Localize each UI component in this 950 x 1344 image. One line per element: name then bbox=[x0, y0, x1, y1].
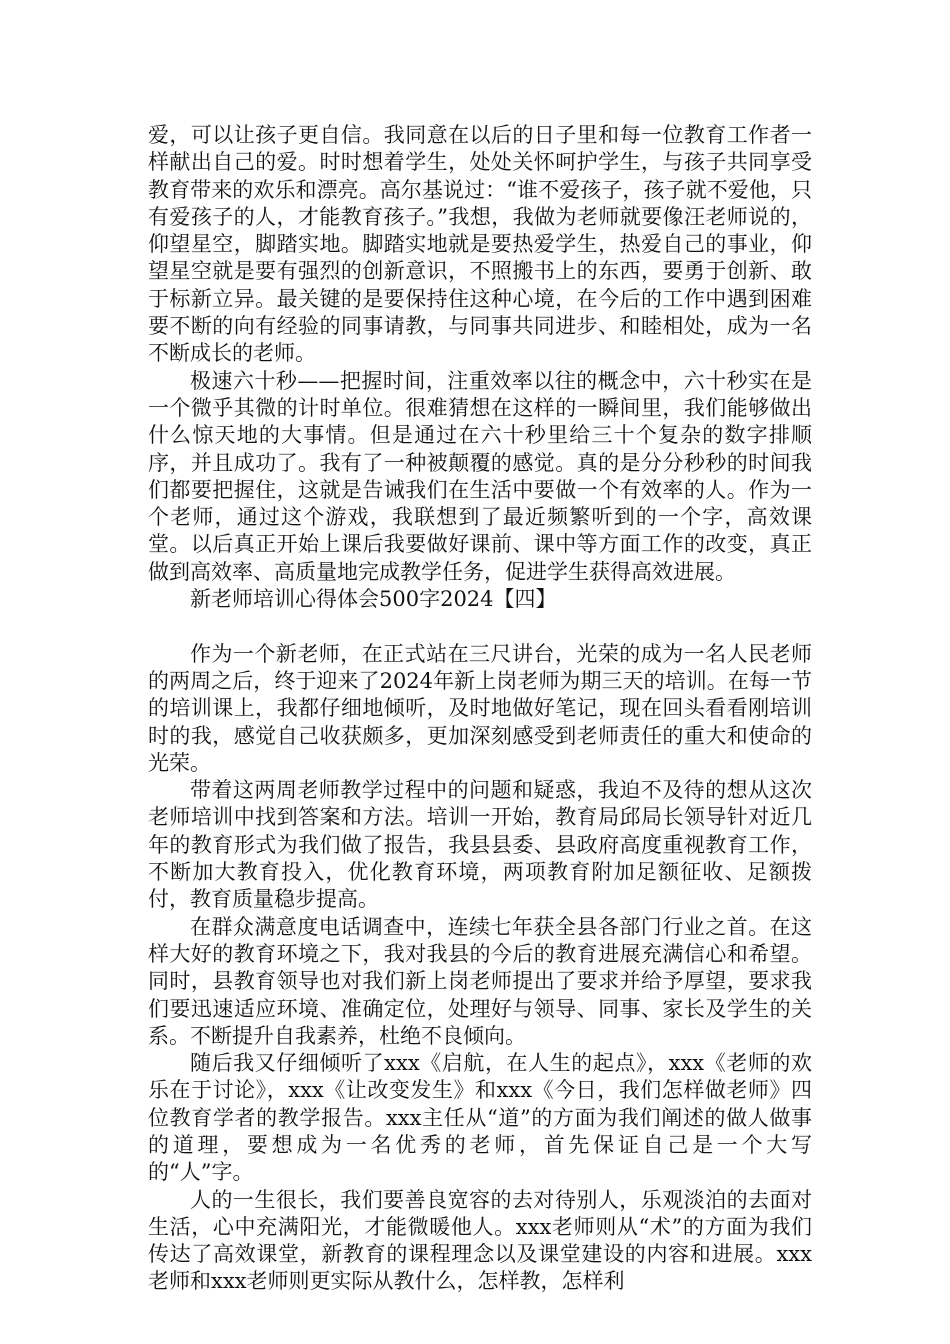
section-heading: 新老师培训心得体会500字2024【四】 bbox=[190, 587, 557, 612]
paragraph-new-teacher: 作为一个新老师，在正式站在三尺讲台，光荣的成为一名人民老师的两周之后，终于迎来了2024年新上岗老师为期三天的培训。在每一节的培训课上，我都仔细地倾听，及时地做好笔记，现在回头看看刚培训时的我，感觉自己收获颇多，更加深刻感受到老师责任的重大和使命的光荣。 bbox=[148, 641, 812, 775]
paragraph-survey: 在群众满意度电话调查中，连续七年获全县各部门行业之首。在这样大好的教育环境之下，我对我县的今后的教育进展充满信心和希望。同时，县教育领导也对我们新上岗老师提出了要求并给予厚望，要求我们要迅速适应环境、准确定位，处理好与领导、同事、家长及学生的关系。不断提升自我素养，杜绝不良倾向。 bbox=[148, 914, 812, 1048]
blank-line bbox=[148, 613, 812, 640]
paragraph-training-start: 带着这两周老师教学过程中的问题和疑惑，我迫不及待的想从这次老师培训中找到答案和方法。培训一开始，教育局邱局长领导针对近几年的教育形式为我们做了报告，我县县委、县政府高度重视教育工作，不断加大教育投入，优化教育环境，两项教育附加足额征收、足额拨付，教育质量稳步提高。 bbox=[148, 778, 812, 912]
paragraph-continued: 爱，可以让孩子更自信。我同意在以后的日子里和每一位教育工作者一样献出自己的爱。时时想着学生，处处关怀呵护学生，与孩子共同享受教育带来的欢乐和漂亮。高尔基说过：“谁不爱孩子，孩子就不爱他，只有爱孩子的人，才能教育孩子。”我想，我做为老师就要像汪老师说的，仰望星空，脚踏实地。脚踏实地就是要热爱学生，热爱自己的事业，仰望星空就是要有强烈的创新意识，不照搬书上的东西，要勇于创新、敢于标新立异。最关键的是要保持住这种心境，在今后的工作中遇到困难要不断的向有经验的同事请教，与同事共同进步、和睦相处，成为一名不断成长的老师。 bbox=[148, 123, 812, 366]
document-body bbox=[148, 122, 812, 1296]
paragraph-life: 人的一生很长，我们要善良宽容的去对待别人，乐观淡泊的去面对生活，心中充满阳光，才能微暖他人。xxx老师则从“术”的方面为我们传达了高效课堂，新教育的课程理念以及课堂建设的内容和进展。xxx老师和xxx老师则更实际从教什么，怎样教，怎样利 bbox=[148, 1187, 812, 1294]
paragraph-reports: 随后我又仔细倾听了xxx《启航，在人生的起点》，xxx《老师的欢乐在于讨论》，xxx《让改变发生》和xxx《今日，我们怎样做老师》四位教育学者的教学报告。xxx主任从“道”的方面为我们阐述的做人做事的道理，要想成为一名优秀的老师，首先保证自己是一个大写的“人”字。 bbox=[148, 1051, 812, 1185]
paragraph-sixty-seconds: 极速六十秒——把握时间，注重效率以往的概念中，六十秒实在是一个微乎其微的计时单位。很难猜想在这样的一瞬间里，我们能够做出什么惊天地的大事情。但是通过在六十秒里给三十个复杂的数字排顺序，并且成功了。我有了一种被颠覆的感觉。真的是分分秒秒的时间我们都要把握住，这就是告诫我们在生活中要做一个有效率的人。作为一个老师，通过这个游戏，我联想到了最近频繁听到的一个字，高效课堂。以后真正开始上课后我要做好课前、课中等方面工作的改变，真正做到高效率、高质量地完成教学任务，促进学生获得高效进展。 bbox=[148, 368, 812, 584]
